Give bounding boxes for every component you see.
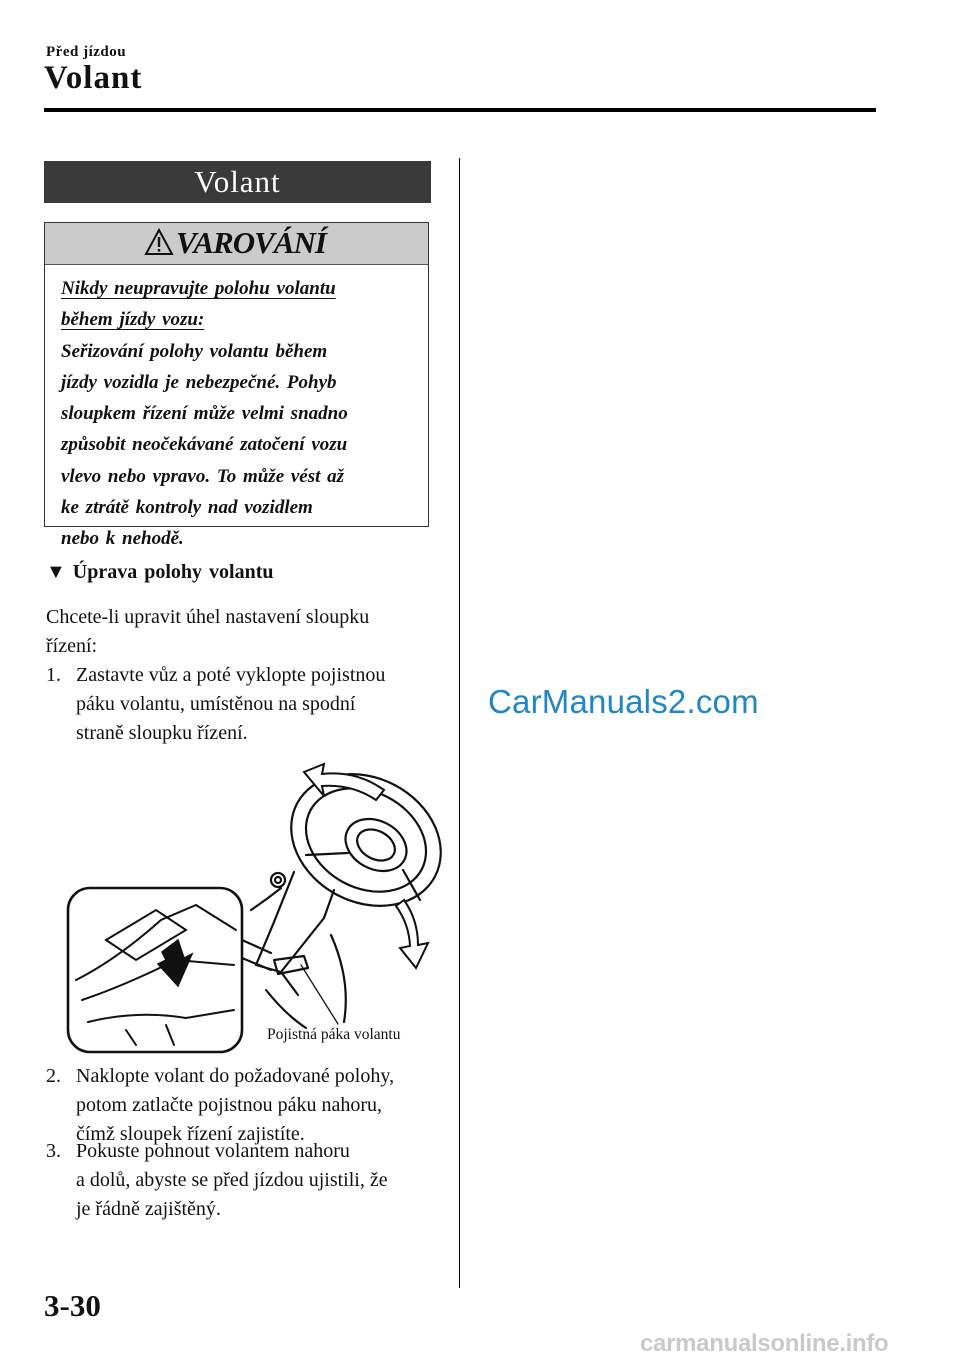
intro-line: Chcete-li upravit úhel nastavení sloupku xyxy=(46,606,370,628)
header-rule xyxy=(44,108,876,112)
step-line: Pokuste pohnout volantem nahoru xyxy=(76,1140,350,1162)
warning-line: Seřizování polohy volantu během xyxy=(61,340,328,362)
warning-line: způsobit neočekávané zatočení vozu xyxy=(61,434,348,456)
warning-line: ke ztrátě kontroly nad vozidlem xyxy=(61,497,313,519)
triangle-marker-icon: ▼ xyxy=(46,561,66,583)
step-line: je řádně zajištěný. xyxy=(76,1198,221,1220)
step-line: čímž sloupek řízení zajistíte. xyxy=(76,1123,305,1145)
subsection-heading xyxy=(46,561,274,584)
warning-header xyxy=(45,223,428,265)
step-line: a dolů, abyste se před jízdou ujistili, že xyxy=(76,1169,388,1191)
step-line: potom zatlačte pojistnou páku nahoru, xyxy=(76,1094,383,1116)
step-line: Naklopte volant do požadované polohy, xyxy=(76,1065,395,1087)
warning-title: VAROVÁNÍ xyxy=(176,225,326,260)
warning-line: nebo k nehodě. xyxy=(61,528,184,550)
watermark-link[interactable]: CarManuals2.com xyxy=(488,683,759,720)
intro-line: řízení: xyxy=(46,635,98,657)
intro-paragraph xyxy=(46,603,436,661)
step-number: 2. xyxy=(46,1065,61,1087)
page-title: Volant xyxy=(44,60,143,96)
warning-lead-line: Nikdy neupravujte polohu volantu xyxy=(61,278,336,299)
warning-box xyxy=(44,222,429,550)
page-number: 3-30 xyxy=(44,1288,101,1323)
figure-caption: Pojistná páka volantu xyxy=(267,1026,401,1043)
step-2 xyxy=(46,1062,446,1149)
warning-line: sloupkem řízení může velmi snadno xyxy=(61,403,348,425)
section-banner: Volant xyxy=(44,161,431,203)
header-section: Před jízdou xyxy=(46,44,127,60)
steering-lever-illustration xyxy=(66,760,446,1055)
subsection-title: Úprava polohy volantu xyxy=(72,561,274,583)
step-line: páku volantu, umístěnou na spodní xyxy=(76,693,356,715)
warning-triangle-icon xyxy=(144,228,174,256)
warning-lead-line: během jízdy vozu: xyxy=(61,309,205,331)
step-3 xyxy=(46,1137,446,1224)
step-line: straně sloupku řízení. xyxy=(76,722,248,744)
column-divider xyxy=(459,158,460,1288)
step-1 xyxy=(46,661,446,748)
warning-line: jízdy vozidla je nebezpečné. Pohyb xyxy=(61,371,337,393)
warning-line: vlevo nebo vpravo. To může vést až xyxy=(61,465,345,487)
warning-text xyxy=(61,273,421,555)
footer-brand: carmanualsonline.info xyxy=(640,1330,889,1357)
step-line: Zastavte vůz a poté vyklopte pojistnou xyxy=(76,664,386,686)
step-number: 1. xyxy=(46,664,61,686)
step-number: 3. xyxy=(46,1140,61,1162)
